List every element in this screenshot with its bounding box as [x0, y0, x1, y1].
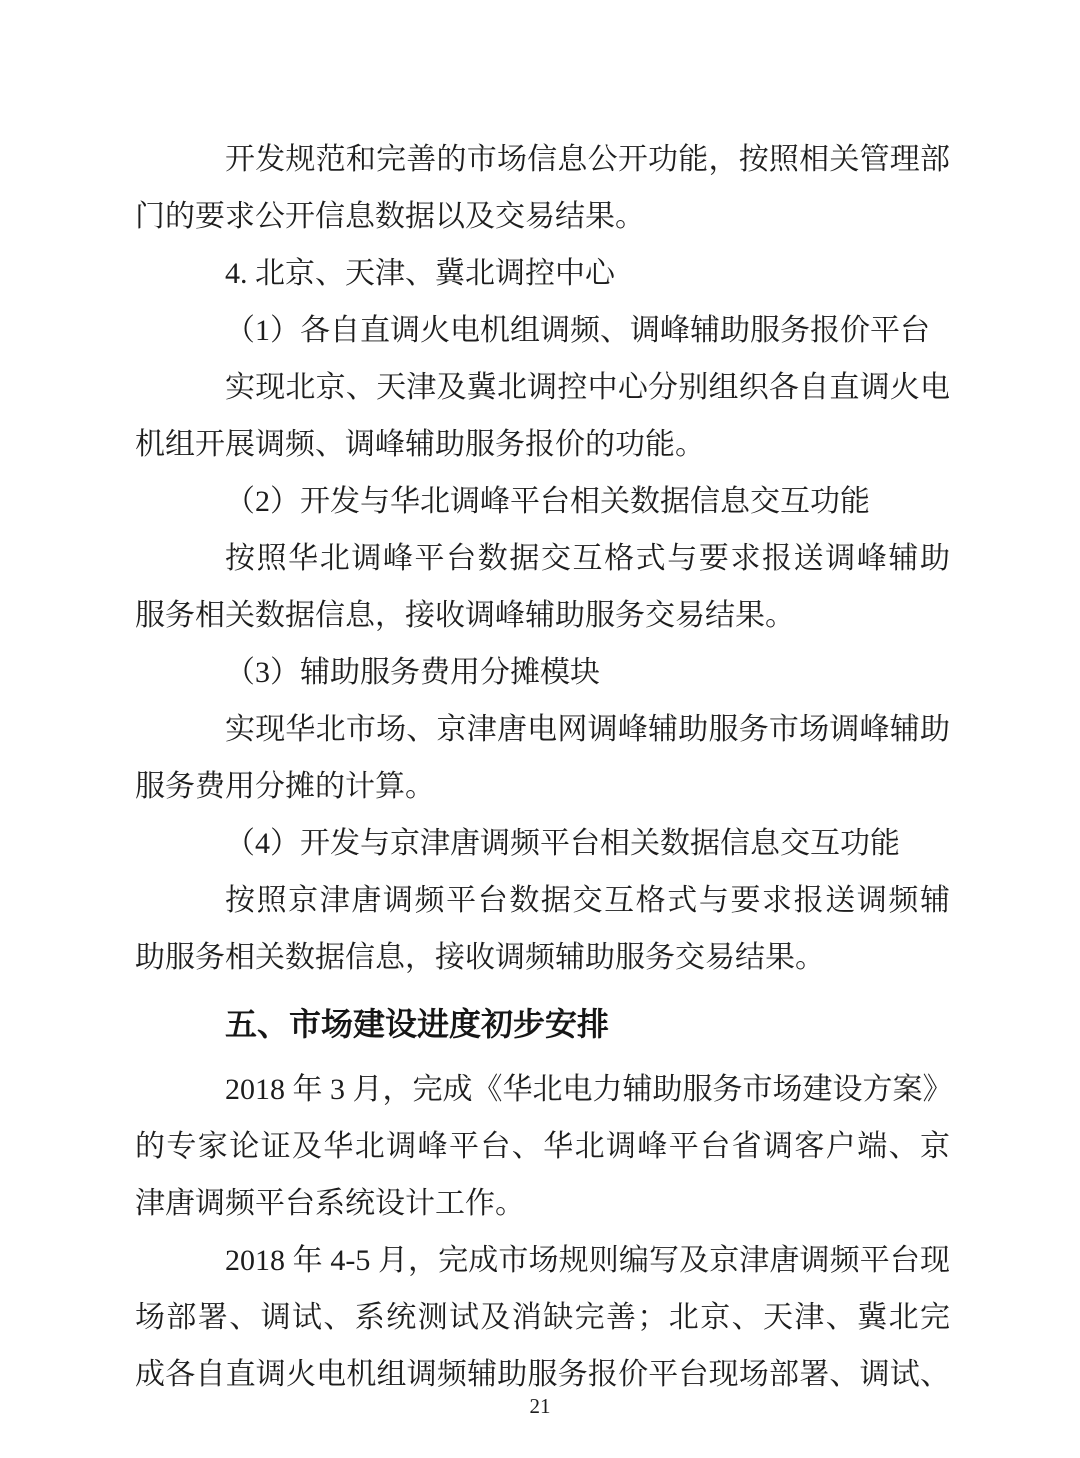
- body-line: 2018 年 4-5 月，完成市场规则编写及京津唐调频平台现: [225, 1244, 950, 1277]
- body-line: 门的要求公开信息数据以及交易结果。: [135, 200, 645, 233]
- page-number: 21: [529, 1394, 551, 1418]
- section-heading: 五、市场建设进度初步安排: [225, 1006, 610, 1042]
- body-line: 按照京津唐调频平台数据交互格式与要求报送调频辅: [225, 884, 950, 917]
- body-line: 场部署、调试、系统测试及消缺完善；北京、天津、冀北完: [135, 1301, 950, 1334]
- body-line: 的专家论证及华北调峰平台、华北调峰平台省调客户端、京: [135, 1130, 950, 1163]
- list-item-heading: （1）各自直调火电机组调频、调峰辅助服务报价平台: [225, 314, 930, 347]
- body-line: 机组开展调频、调峰辅助服务报价的功能。: [135, 428, 705, 461]
- body-line: 2018 年 3 月，完成《华北电力辅助服务市场建设方案》: [225, 1073, 953, 1106]
- list-item-heading: （2）开发与华北调峰平台相关数据信息交互功能: [225, 485, 870, 518]
- body-line: 实现华北市场、京津唐电网调峰辅助服务市场调峰辅助: [225, 713, 950, 746]
- body-line: 开发规范和完善的市场信息公开功能，按照相关管理部: [225, 143, 950, 176]
- body-line: 服务费用分摊的计算。: [135, 770, 435, 803]
- list-item-heading: （3）辅助服务费用分摊模块: [225, 656, 600, 689]
- list-item-heading: （4）开发与京津唐调频平台相关数据信息交互功能: [225, 827, 900, 860]
- body-line: 成各自直调火电机组调频辅助服务报价平台现场部署、调试、: [135, 1358, 950, 1391]
- list-item-heading: 4. 北京、天津、冀北调控中心: [225, 257, 615, 290]
- body-line: 按照华北调峰平台数据交互格式与要求报送调峰辅助: [225, 542, 950, 575]
- body-line: 实现北京、天津及冀北调控中心分别组织各自直调火电: [225, 371, 950, 404]
- body-line: 助服务相关数据信息，接收调频辅助服务交易结果。: [135, 941, 825, 974]
- body-line: 服务相关数据信息，接收调峰辅助服务交易结果。: [135, 599, 795, 632]
- body-line: 津唐调频平台系统设计工作。: [135, 1187, 525, 1220]
